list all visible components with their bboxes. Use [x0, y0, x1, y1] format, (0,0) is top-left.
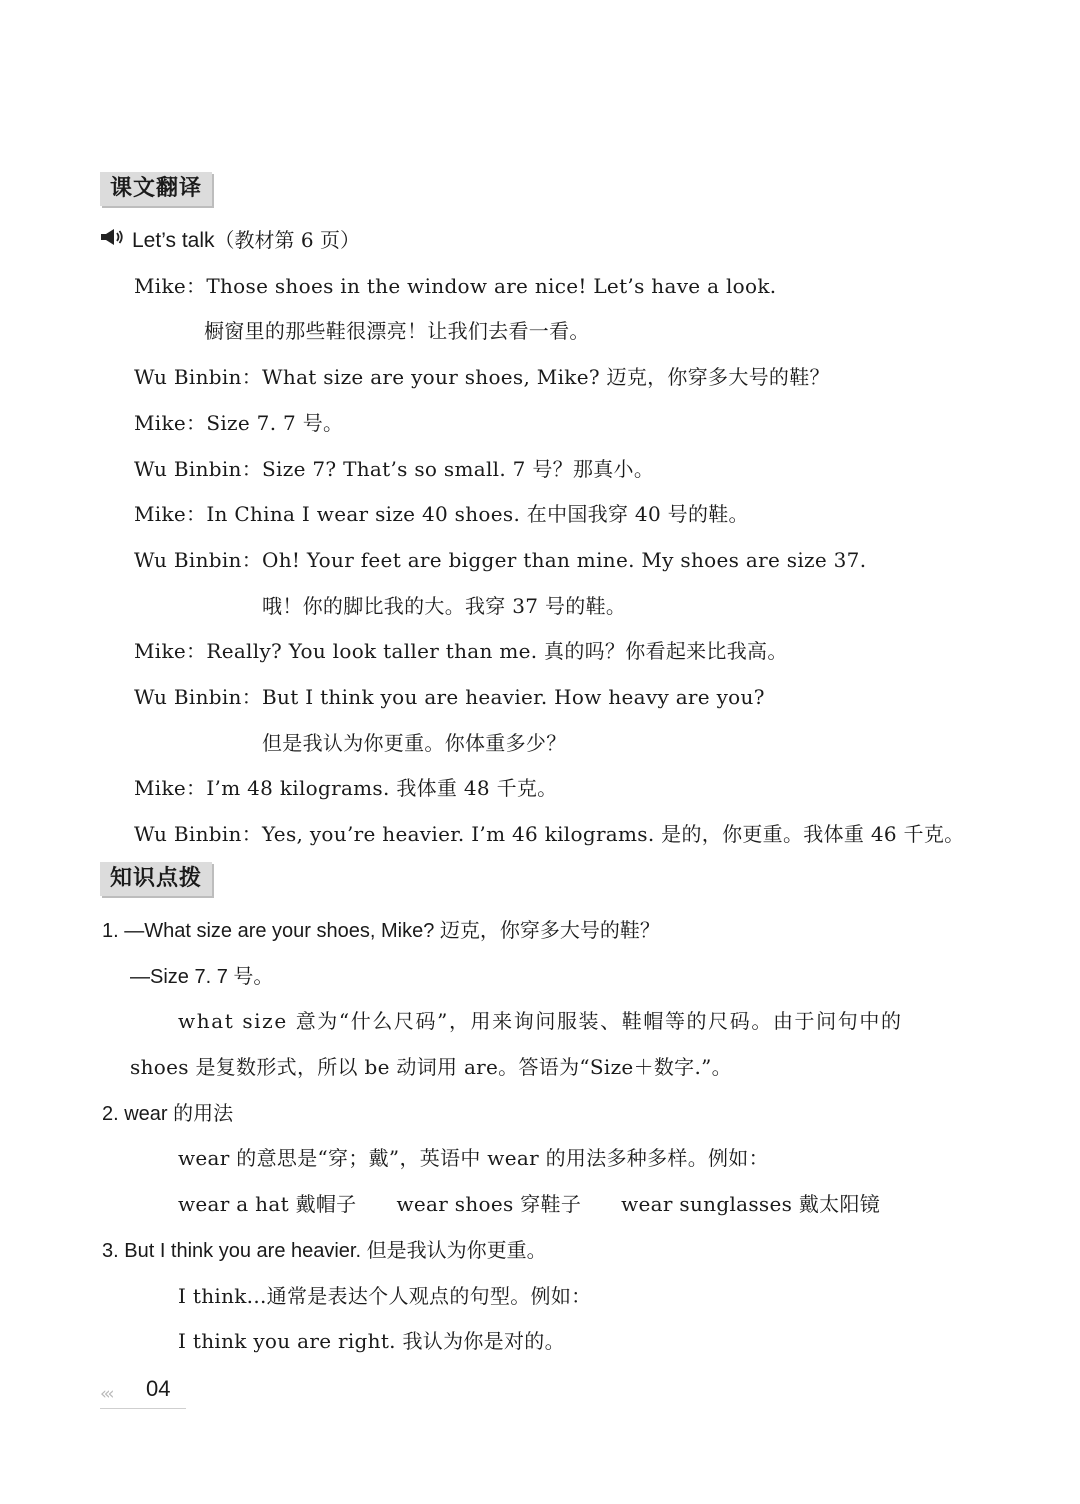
- dialog-text: Size 7. 7 号。: [206, 411, 344, 435]
- dialog-text: 橱窗里的那些鞋很漂亮！让我们去看一看。: [204, 319, 590, 343]
- section-heading-translation: 课文翻译: [100, 172, 212, 206]
- dialog-line: [134, 270, 776, 299]
- dialog-line: [134, 361, 830, 390]
- point-3-example: I think you are right. 我认为你是对的。: [178, 1329, 565, 1353]
- dialog-text: But I think you are heavier. How heavy are you?: [262, 685, 765, 709]
- point-1-explain-line-1: what size 意为“什么尺码”，用来询问服装、鞋帽等的尺码。由于问句中的: [178, 1009, 903, 1033]
- dialog-line: [134, 772, 557, 801]
- section-heading-knowledge: 知识点拨: [100, 862, 212, 896]
- speaker-name: Mike：: [134, 274, 207, 298]
- point-1-question: 1. —What size are your shoes, Mike? 迈克，你穿多大号的鞋？: [102, 920, 660, 942]
- speaker-name: Wu Binbin：: [134, 365, 263, 389]
- dialog-line: [134, 407, 343, 436]
- point-3-explain: I think...通常是表达个人观点的句型。例如：: [178, 1284, 592, 1308]
- dialog-line: [134, 635, 788, 664]
- point-2-title: 2. wear 的用法: [102, 1103, 234, 1125]
- speaker-name: Wu Binbin：: [134, 685, 263, 709]
- example-item: wear a hat 戴帽子: [178, 1192, 357, 1216]
- speaker-name: Wu Binbin：: [134, 822, 263, 846]
- point-1-explain-line-2: shoes 是复数形式，所以 be 动词用 are。答语为“Size＋数字.”。: [130, 1055, 732, 1079]
- dialog-text: I’m 48 kilograms. 我体重 48 千克。: [206, 776, 558, 800]
- dialog-text: In China I wear size 40 shoes. 在中国我穿 40 号的鞋。: [206, 502, 749, 526]
- dialog-line: [134, 453, 654, 482]
- dialog-text: Those shoes in the window are nice! Let’s have a look.: [206, 274, 777, 298]
- page-number: 04: [146, 1376, 171, 1401]
- dialog-line: [204, 315, 590, 344]
- textbook-page-ref: （教材第 6 页）: [214, 228, 360, 252]
- dialog-line: [134, 498, 749, 527]
- dialog-text: 哦！你的脚比我的大。我穿 37 号的鞋。: [262, 594, 627, 618]
- point-3-title: 3. But I think you are heavier. 但是我认为你更重。: [102, 1240, 547, 1262]
- dialog-line: [262, 590, 626, 619]
- example-item: wear sunglasses 戴太阳镜: [621, 1192, 881, 1216]
- speaker-icon: [100, 227, 124, 247]
- speaker-name: Wu Binbin：: [134, 548, 263, 572]
- point-1-answer: —Size 7. 7 号。: [130, 966, 274, 988]
- dialog-text: What size are your shoes, Mike? 迈克，你穿多大号的鞋？: [262, 365, 830, 389]
- speaker-name: Mike：: [134, 776, 207, 800]
- dialog-line: [134, 818, 964, 847]
- lets-talk-heading: [132, 224, 360, 253]
- dialog-text: 但是我认为你更重。你体重多少？: [262, 731, 567, 755]
- chevrons-left-icon: ‹‹‹: [100, 1384, 112, 1404]
- dialog-text: Really? You look taller than me. 真的吗？你看起来比我高。: [206, 639, 788, 663]
- dialog-text: Size 7? That’s so small. 7 号？那真小。: [262, 457, 655, 481]
- dialog-text: Oh! Your feet are bigger than mine. My shoes are size 37.: [262, 548, 867, 572]
- page-footer: [100, 1376, 186, 1409]
- lets-talk-label: Let’s talk: [132, 229, 215, 252]
- point-2-examples: [178, 1188, 880, 1217]
- speaker-name: Mike：: [134, 502, 207, 526]
- dialog-line: [134, 681, 765, 710]
- speaker-name: Mike：: [134, 411, 207, 435]
- dialog-line: [134, 544, 866, 573]
- dialog-text: Yes, you’re heavier. I’m 46 kilograms. 是的，你更重。我体重 46 千克。: [262, 822, 965, 846]
- speaker-name: Mike：: [134, 639, 207, 663]
- speaker-name: Wu Binbin：: [134, 457, 263, 481]
- point-2-explain: wear 的意思是“穿；戴”，英语中 wear 的用法多种多样。例如：: [178, 1146, 769, 1170]
- dialog-line: [262, 727, 567, 756]
- example-item: wear shoes 穿鞋子: [396, 1192, 582, 1216]
